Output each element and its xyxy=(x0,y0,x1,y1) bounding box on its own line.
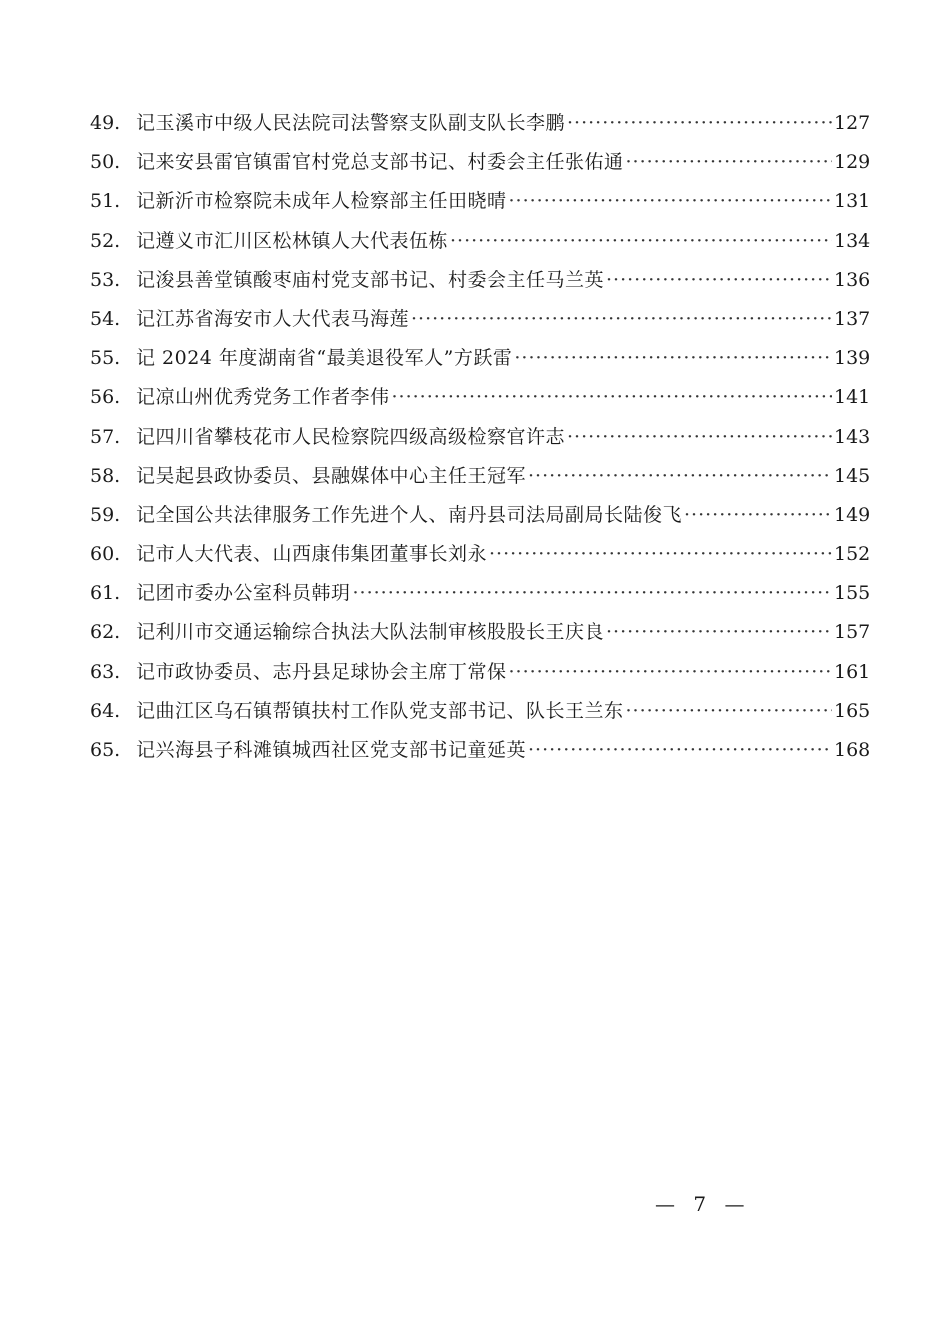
toc-entry-page: 157 xyxy=(834,621,871,644)
toc-entry[interactable] xyxy=(90,418,870,457)
toc-entry-number: 63. xyxy=(90,660,121,683)
dot-leader xyxy=(450,222,832,261)
toc-entry-title: 记团市委办公室科员韩玥 xyxy=(136,582,351,605)
dot-leader xyxy=(606,613,832,652)
toc-entry-page: 131 xyxy=(834,190,871,213)
page-number: — 7 — xyxy=(655,1192,751,1216)
toc-entry-page: 129 xyxy=(834,151,871,174)
toc-entry-page: 155 xyxy=(834,582,871,605)
toc-entry[interactable] xyxy=(90,496,870,535)
toc-entry-number: 54. xyxy=(90,307,121,330)
toc-entry-page: 149 xyxy=(834,503,871,526)
toc-entry[interactable] xyxy=(90,222,870,261)
dot-leader xyxy=(489,535,832,574)
toc-entry-number: 51. xyxy=(90,190,121,213)
toc-entry-number: 55. xyxy=(90,347,121,370)
dot-leader xyxy=(567,418,832,457)
dot-leader xyxy=(411,300,832,339)
toc-entry[interactable] xyxy=(90,653,870,692)
toc-entry-page: 143 xyxy=(834,425,871,448)
toc-entry[interactable] xyxy=(90,535,870,574)
toc-entry[interactable] xyxy=(90,574,870,613)
toc-entry-title: 记玉溪市中级人民法院司法警察支队副支队长李鹏 xyxy=(136,112,566,134)
toc-entry-title: 记市政协委员、志丹县足球协会主席丁常保 xyxy=(136,660,507,683)
toc-entry[interactable] xyxy=(90,378,870,417)
toc-entry-title: 记 2024 年度湖南省“最美退役军人”方跃雷 xyxy=(136,347,513,370)
toc-entry-number: 50. xyxy=(90,151,121,174)
dot-leader xyxy=(528,457,832,496)
toc-entry-number: 49. xyxy=(90,112,121,134)
dot-leader xyxy=(606,261,832,300)
toc-entry-page: 136 xyxy=(834,268,871,291)
toc-entry-page: 127 xyxy=(834,112,871,134)
toc-entry[interactable] xyxy=(90,339,870,378)
toc-entry[interactable] xyxy=(90,457,870,496)
dot-leader xyxy=(509,182,832,221)
toc-entry-number: 52. xyxy=(90,229,121,252)
toc-entry-number: 59. xyxy=(90,503,121,526)
table-of-contents xyxy=(90,104,870,770)
dot-leader xyxy=(567,104,832,143)
dot-leader xyxy=(626,692,832,731)
toc-entry[interactable] xyxy=(90,613,870,652)
toc-entry-number: 57. xyxy=(90,425,121,448)
toc-entry-number: 62. xyxy=(90,621,121,644)
toc-entry-title: 记新沂市检察院未成年人检察部主任田晓晴 xyxy=(136,190,507,213)
toc-entry-page: 161 xyxy=(834,660,871,683)
toc-entry-title: 记利川市交通运输综合执法大队法制审核股股长王庆良 xyxy=(136,621,605,644)
toc-entry-title: 记吴起县政协委员、县融媒体中心主任王冠军 xyxy=(136,464,527,487)
toc-entry-title: 记遵义市汇川区松林镇人大代表伍栋 xyxy=(136,229,449,252)
toc-entry-page: 152 xyxy=(834,543,871,566)
toc-entry-page: 141 xyxy=(834,386,871,409)
toc-entry-title: 记兴海县子科滩镇城西社区党支部书记童延英 xyxy=(136,739,527,761)
toc-entry-number: 58. xyxy=(90,464,121,487)
toc-entry-title: 记来安县雷官镇雷官村党总支部书记、村委会主任张佑通 xyxy=(136,151,624,174)
toc-entry[interactable] xyxy=(90,104,870,143)
toc-entry-number: 53. xyxy=(90,268,121,291)
toc-entry-title: 记四川省攀枝花市人民检察院四级高级检察官许志 xyxy=(136,425,566,448)
toc-entry-number: 65. xyxy=(90,739,121,761)
toc-entry-title: 记全国公共法律服务工作先进个人、南丹县司法局副局长陆俊飞 xyxy=(136,503,683,526)
toc-entry-page: 134 xyxy=(834,229,871,252)
toc-entry-title: 记市人大代表、山西康伟集团董事长刘永 xyxy=(136,543,488,566)
toc-entry-number: 56. xyxy=(90,386,121,409)
dot-leader xyxy=(626,143,832,182)
toc-entry[interactable] xyxy=(90,261,870,300)
toc-entry[interactable] xyxy=(90,300,870,339)
toc-entry[interactable] xyxy=(90,692,870,731)
dot-leader xyxy=(684,496,832,535)
dot-leader xyxy=(353,574,832,613)
toc-entry-page: 168 xyxy=(834,739,871,761)
toc-entry-title: 记凉山州优秀党务工作者李伟 xyxy=(136,386,390,409)
toc-entry[interactable] xyxy=(90,731,870,770)
dot-leader xyxy=(392,378,832,417)
toc-entry-page: 145 xyxy=(834,464,871,487)
dot-leader xyxy=(514,339,832,378)
toc-entry-page: 139 xyxy=(834,347,871,370)
toc-entry-page: 165 xyxy=(834,699,871,722)
toc-entry-page: 137 xyxy=(834,307,871,330)
toc-entry-number: 61. xyxy=(90,582,121,605)
toc-entry[interactable] xyxy=(90,182,870,221)
toc-entry-number: 64. xyxy=(90,699,121,722)
toc-entry-title: 记曲江区乌石镇帮镇扶村工作队党支部书记、队长王兰东 xyxy=(136,699,624,722)
dot-leader xyxy=(509,653,832,692)
toc-entry-number: 60. xyxy=(90,543,121,566)
toc-entry-title: 记浚县善堂镇酸枣庙村党支部书记、村委会主任马兰英 xyxy=(136,268,605,291)
dot-leader xyxy=(528,731,832,770)
toc-entry[interactable] xyxy=(90,143,870,182)
toc-entry-title: 记江苏省海安市人大代表马海莲 xyxy=(136,307,410,330)
